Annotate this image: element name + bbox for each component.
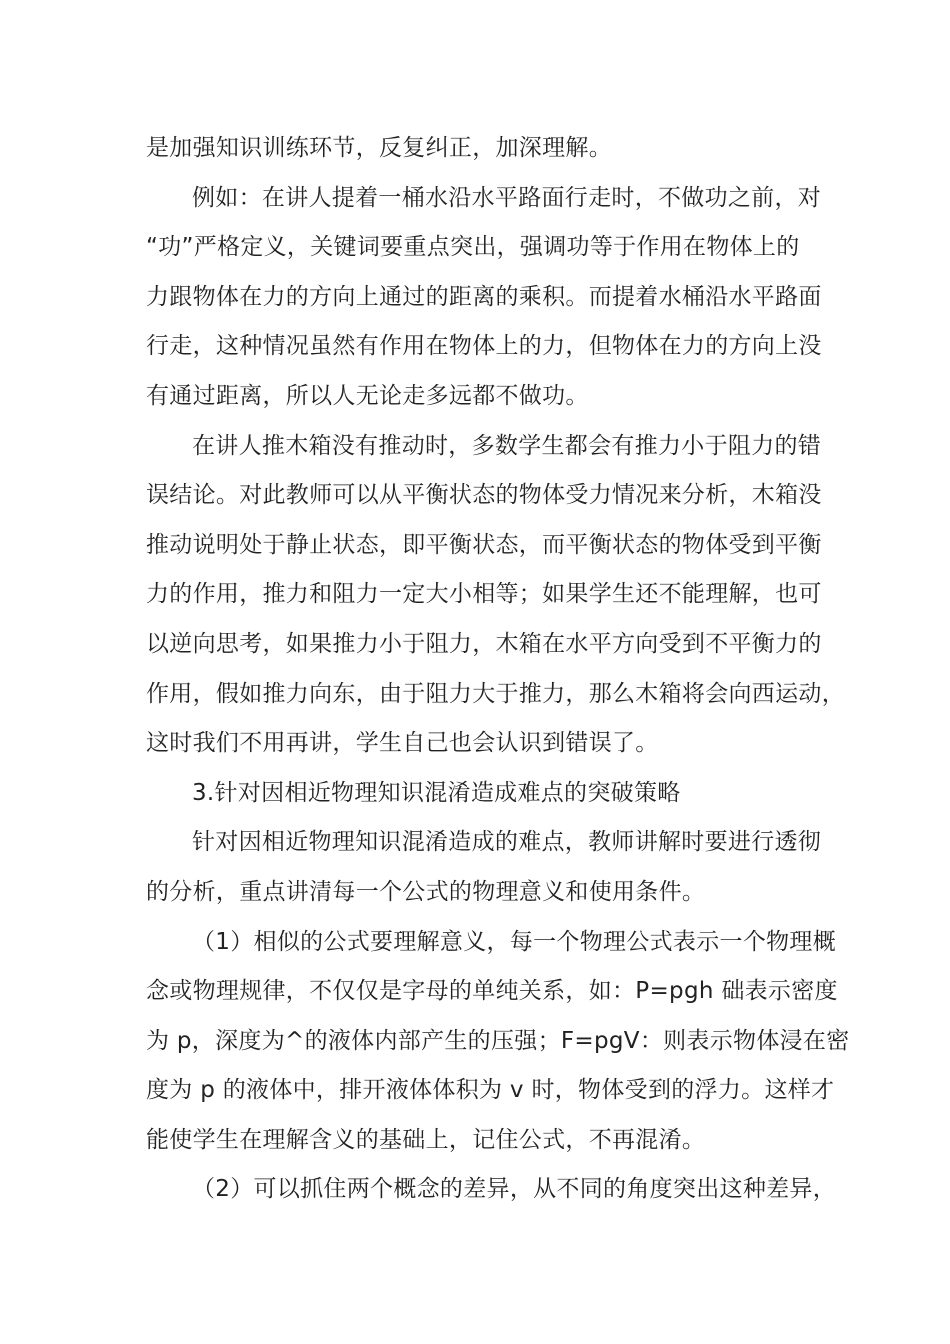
- text-line: 3.针对因相近物理知识混淆造成难点的突破策略: [192, 779, 681, 806]
- text-line: 念或物理规律，不仅仅是字母的单纯关系，如：P=pgh 础表示密度: [146, 978, 838, 1005]
- text-line: 这时我们不用再讲，学生自己也会认识到错误了。: [146, 730, 659, 757]
- text-line: 作用，假如推力向东，由于阻力大于推力，那么木箱将会向西运动，: [146, 680, 845, 707]
- text-line: “功”严格定义，关键词要重点突出，强调功等于作用在物体上的: [146, 234, 800, 261]
- text-line: 在讲人推木箱没有推动时，多数学生都会有推力小于阻力的错: [192, 432, 822, 459]
- text-line: 以逆向思考，如果推力小于阻力，木箱在水平方向受到不平衡力的: [146, 630, 822, 657]
- body-text: [146, 124, 850, 1215]
- text-line: （2）可以抓住两个概念的差异，从不同的角度突出这种差异，: [192, 1176, 837, 1203]
- text-line: （1）相似的公式要理解意义，每一个物理公式表示一个物理概: [192, 928, 837, 955]
- text-line: 为 p，深度为^的液体内部产生的压强；F=pgV：则表示物体浸在密: [146, 1027, 850, 1054]
- text-line: 例如：在讲人提着一桶水沿水平路面行走时，不做功之前，对: [192, 184, 822, 211]
- text-line: 能使学生在理解含义的基础上，记住公式，不再混淆。: [146, 1126, 706, 1153]
- text-line: 行走，这种情况虽然有作用在物体上的力，但物体在力的方向上没: [146, 333, 822, 360]
- text-line: 推动说明处于静止状态，即平衡状态，而平衡状态的物体受到平衡: [146, 531, 822, 558]
- text-line: 针对因相近物理知识混淆造成的难点，教师讲解时要进行透彻: [192, 829, 822, 856]
- text-line: 力的作用，推力和阻力一定大小相等；如果学生还不能理解，也可: [146, 581, 822, 608]
- text-line: 误结论。对此教师可以从平衡状态的物体受力情况来分析，木箱没: [146, 482, 822, 509]
- text-line: 的分析，重点讲清每一个公式的物理意义和使用条件。: [146, 878, 706, 905]
- text-line: 有通过距离，所以人无论走多远都不做功。: [146, 382, 589, 409]
- text-line: 力跟物体在力的方向上通过的距离的乘积。而提着水桶沿水平路面: [146, 283, 822, 310]
- text-line: 度为 p 的液体中，排开液体体积为 v 时，物体受到的浮力。这样才: [146, 1077, 835, 1104]
- text-line: 是加强知识训练环节，反复纠正，加深理解。: [146, 135, 612, 161]
